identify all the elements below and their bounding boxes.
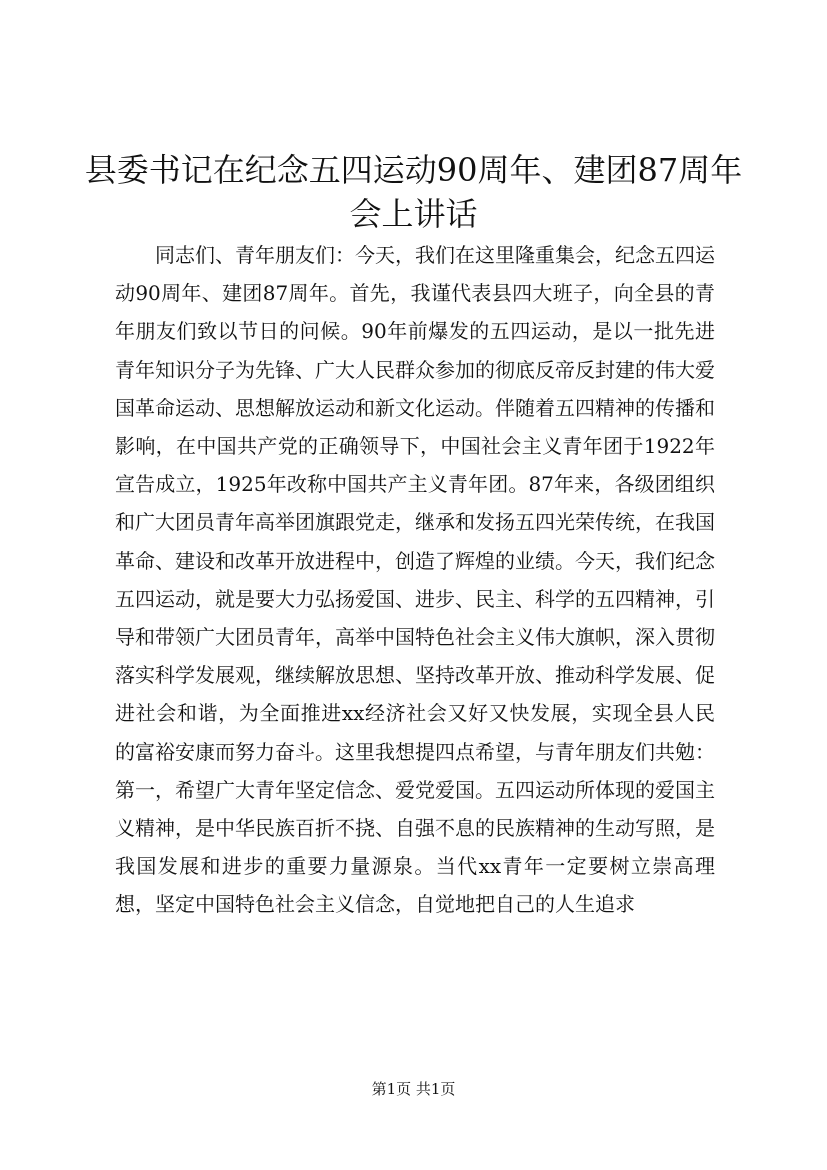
page-title: 县委书记在纪念五四运动90周年、建团87周年会上讲话 [84, 151, 743, 233]
page-number: 第1页 共1页 [371, 1080, 456, 1098]
body-paragraph: 同志们、青年朋友们：今天，我们在这里隆重集会，纪念五四运动90周年、建团87周年。首先，我谨代表县四大班子，向全县的青年朋友们致以节日的问候。90年前爆发的五四运动，是以一批先进青年知识分子为先锋、广大人民群众参加的彻底反帝反封建的伟大爱国革命运动、思想解放运动和新文化运动。伴随着五四精神的传播和影响，在中国共产党的正确领导下，中国社会主义青年团于1922年宣告成立，1925年改称中国共产主义青年团。87年来，各级团组织和广大团员青年高举团旗跟党走，继承和发扬五四光荣传统，在我国革命、建设和改革开放进程中，创造了辉煌的业绩。今天，我们纪念五四运动，就是要大力弘扬爱国、进步、民主、科学的五四精神，引导和带领广大团员青年，高举中国特色社会主义伟大旗帜，深入贯彻落实科学发展观，继续解放思想、坚持改革开放、推动科学发展、促进社会和谐，为全面推进xx经济社会又好又快发展，实现全县人民的富裕安康而努力奋斗。这里我想提四点希望，与青年朋友们共勉：第一，希望广大青年坚定信念、爱党爱国。五四运动所体现的爱国主义精神，是中华民族百折不挠、自强不息的民族精神的生动写照，是我国发展和进步的重要力量源泉。当代xx青年一定要树立崇高理想，坚定中国特色社会主义信念，自觉地把自己的人生追求 [115, 243, 715, 917]
